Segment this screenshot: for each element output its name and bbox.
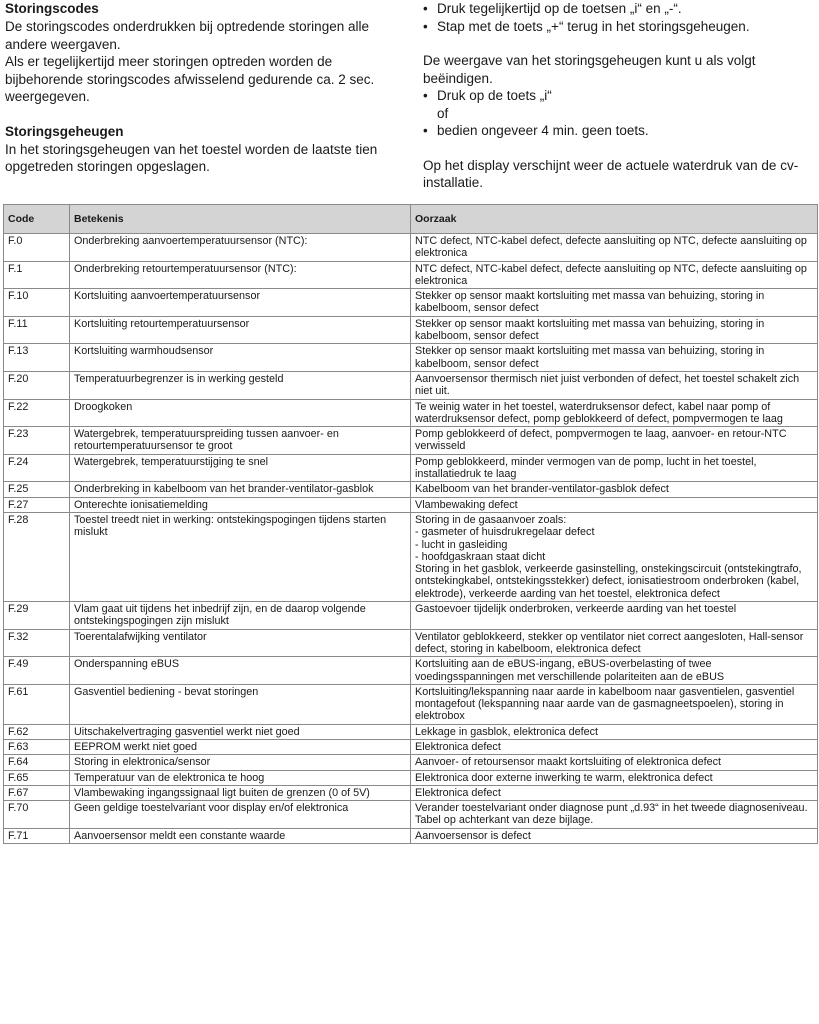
cell-cause: Kortsluiting aan de eBUS-ingang, eBUS-overbelasting of twee voedingsspanningen met verschillende polariteiten aan de eBUS [411,657,818,685]
table-row [4,482,818,497]
cell-code: F.23 [4,427,70,455]
paragraph: Als er tegelijkertijd meer storingen optreden worden de bijbehorende storingscodes afwisselend gedurende ca. 2 sec. weergegeven. [5,54,375,104]
cell-cause: Aanvoer- of retoursensor maakt kortsluiting of elektronica defect [411,755,818,770]
cell-meaning: Temperatuurbegrenzer is in werking gesteld [70,371,411,399]
bullet-icon: • [423,123,428,138]
cell-code: F.29 [4,602,70,630]
cell-meaning: Vlam gaat uit tijdens het inbedrijf zijn, en de daarop volgende ontstekingspogingen zijn mislukt [70,602,411,630]
cell-meaning: Onderbreking retourtemperatuursensor (NTC): [70,261,411,289]
cell-cause: Lekkage in gasblok, elektronica defect [411,724,818,739]
paragraph: Op het display verschijnt weer de actuele waterdruk van de cv-installatie. [423,157,799,190]
table-row [4,739,818,754]
cell-cause: Stekker op sensor maakt kortsluiting met massa van behuizing, storing in kabelboom, sensor defect [411,289,818,317]
cell-meaning: Watergebrek, temperatuurspreiding tussen aanvoer- en retourtemperatuursensor te groot [70,427,411,455]
header-cause: Oorzaak [411,205,818,234]
cell-meaning: Aanvoersensor meldt een constante waarde [70,828,411,843]
cell-cause: Kortsluiting/lekspanning naar aarde in kabelboom naar gasventielen, gasventiel montagefout (lekspanning naar aarde van de gasmagneetspoelen), storing in elektrobox [411,684,818,724]
table-header-row [4,205,818,234]
cell-cause: Elektronica defect [411,739,818,754]
table-row [4,289,818,317]
or-text: of [437,105,449,121]
table-row [4,234,818,262]
cell-cause: Aanvoersensor thermisch niet juist verbonden of defect, het toestel schakelt zich niet uit. [411,371,818,399]
left-column [5,0,405,176]
table-row [4,657,818,685]
cell-cause: Kabelboom van het brander-ventilator-gasblok defect [411,482,818,497]
cell-code: F.62 [4,724,70,739]
cell-code: F.13 [4,344,70,372]
cell-meaning: Kortsluiting retourtemperatuursensor [70,316,411,344]
bullet-icon: • [423,88,428,103]
table-row [4,427,818,455]
heading-storingsgeheugen: Storingsgeheugen [5,123,124,139]
cell-code: F.70 [4,801,70,829]
cell-code: F.61 [4,684,70,724]
header-code: Code [4,205,70,234]
cell-meaning: Uitschakelvertraging gasventiel werkt niet goed [70,724,411,739]
cell-meaning: Kortsluiting aanvoertemperatuursensor [70,289,411,317]
cell-cause: Vlambewaking defect [411,497,818,512]
cell-code: F.1 [4,261,70,289]
table-row [4,785,818,800]
table-row [4,770,818,785]
cell-cause: Stekker op sensor maakt kortsluiting met massa van behuizing, storing in kabelboom, sensor defect [411,316,818,344]
cell-meaning: Geen geldige toestelvariant voor display en/of elektronica [70,801,411,829]
cell-cause: Gastoevoer tijdelijk onderbroken, verkeerde aarding van het toestel [411,602,818,630]
cell-cause: Stekker op sensor maakt kortsluiting met massa van behuizing, storing in kabelboom, sensor defect [411,344,818,372]
bullet-item: • bedien ongeveer 4 min. geen toets. [423,123,649,138]
cell-cause: Pomp geblokkeerd of defect, pompvermogen te laag, aanvoer- en retour-NTC verwisseld [411,427,818,455]
cell-meaning: Droogkoken [70,399,411,427]
cell-cause: Aanvoersensor is defect [411,828,818,843]
bullet-icon: • [423,18,428,34]
cell-code: F.25 [4,482,70,497]
cell-cause: Ventilator geblokkeerd, stekker op ventilator niet correct aangesloten, Hall-sensor defect, storing in kabelboom, elektronica defect [411,629,818,657]
table-row [4,724,818,739]
cell-meaning: Kortsluiting warmhoudsensor [70,344,411,372]
cell-cause: Pomp geblokkeerd, minder vermogen van de pomp, lucht in het toestel, installatiedruk te laag [411,454,818,482]
cell-meaning: Onderbreking aanvoertemperatuursensor (NTC): [70,234,411,262]
cell-cause: Elektronica defect [411,785,818,800]
right-column [423,0,819,192]
cell-code: F.10 [4,289,70,317]
cell-code: F.24 [4,454,70,482]
table-row [4,801,818,829]
table-row [4,684,818,724]
table-row [4,755,818,770]
error-code-table [3,204,818,844]
cell-cause: Elektronica door externe inwerking te warm, elektronica defect [411,770,818,785]
cell-cause: Verander toestelvariant onder diagnose punt „d.93“ in het tweede diagnoseniveau. Tabel op achterkant van deze bijlage. [411,801,818,829]
cell-meaning: Onderspanning eBUS [70,657,411,685]
cell-code: F.22 [4,399,70,427]
table-row [4,497,818,512]
cell-meaning: Onderbreking in kabelboom van het brander-ventilator-gasblok [70,482,411,497]
cell-code: F.71 [4,828,70,843]
bullet-item: • Druk tegelijkertijd op de toetsen „i“ en „-“. [423,1,682,16]
cell-meaning: Toestel treedt niet in werking: ontstekingspogingen tijdens starten mislukt [70,512,411,601]
paragraph: De storingscodes onderdrukken bij optredende storingen alle andere weergaven. [5,19,369,52]
table-row [4,512,818,601]
table-row [4,399,818,427]
table-row [4,828,818,843]
cell-meaning: Temperatuur van de elektronica te hoog [70,770,411,785]
intro-section [5,0,817,202]
table-row [4,344,818,372]
cell-meaning: Vlambewaking ingangssignaal ligt buiten de grenzen (0 of 5V) [70,785,411,800]
cell-cause: Storing in de gasaanvoer zoals: - gasmeter of huisdrukregelaar defect - lucht in gasleiding - hoofdgaskraan staat dicht Storing in het gasblok, verkeerde gasinstelling, onstekingscircuit (ontstekingtrafo, ontstekingkabel, ontstekingsstekker) defect, ionisatiestroom onderbroken (kabel, elektrode), verkeerde aarding van het toestel, elektronica defect [411,512,818,601]
header-meaning: Betekenis [70,205,411,234]
paragraph: In het storingsgeheugen van het toestel worden de laatste tien opgetreden storingen opgeslagen. [5,141,378,174]
cell-meaning: EEPROM werkt niet goed [70,739,411,754]
cell-code: F.27 [4,497,70,512]
cell-cause: NTC defect, NTC-kabel defect, defecte aansluiting op NTC, defecte aansluiting op elektronica [411,234,818,262]
cell-code: F.49 [4,657,70,685]
cell-code: F.32 [4,629,70,657]
table-row [4,454,818,482]
cell-cause: Te weinig water in het toestel, waterdruksensor defect, kabel naar pomp of waterdruksensor defect, pomp geblokkeerd of defect, pompvermogen te laag [411,399,818,427]
heading-storingscodes: Storingscodes [5,1,99,16]
cell-code: F.0 [4,234,70,262]
bullet-item: • Druk op de toets „i“ [423,88,552,103]
cell-code: F.28 [4,512,70,601]
cell-code: F.64 [4,755,70,770]
paragraph: De weergave van het storingsgeheugen kunt u als volgt beëindigen. [423,53,756,86]
cell-cause: NTC defect, NTC-kabel defect, defecte aansluiting op NTC, defecte aansluiting op elektronica [411,261,818,289]
table-row [4,316,818,344]
table-row [4,602,818,630]
bullet-icon: • [423,1,428,16]
cell-meaning: Watergebrek, temperatuurstijging te snel [70,454,411,482]
cell-meaning: Onterechte ionisatiemelding [70,497,411,512]
cell-code: F.67 [4,785,70,800]
cell-code: F.65 [4,770,70,785]
cell-code: F.20 [4,371,70,399]
cell-code: F.63 [4,739,70,754]
cell-code: F.11 [4,316,70,344]
table-row [4,261,818,289]
table-row [4,371,818,399]
cell-meaning: Storing in elektronica/sensor [70,755,411,770]
cell-meaning: Gasventiel bediening - bevat storingen [70,684,411,724]
bullet-item: • Stap met de toets „+“ terug in het storingsgeheugen. [423,18,750,34]
cell-meaning: Toerentalafwijking ventilator [70,629,411,657]
table-row [4,629,818,657]
